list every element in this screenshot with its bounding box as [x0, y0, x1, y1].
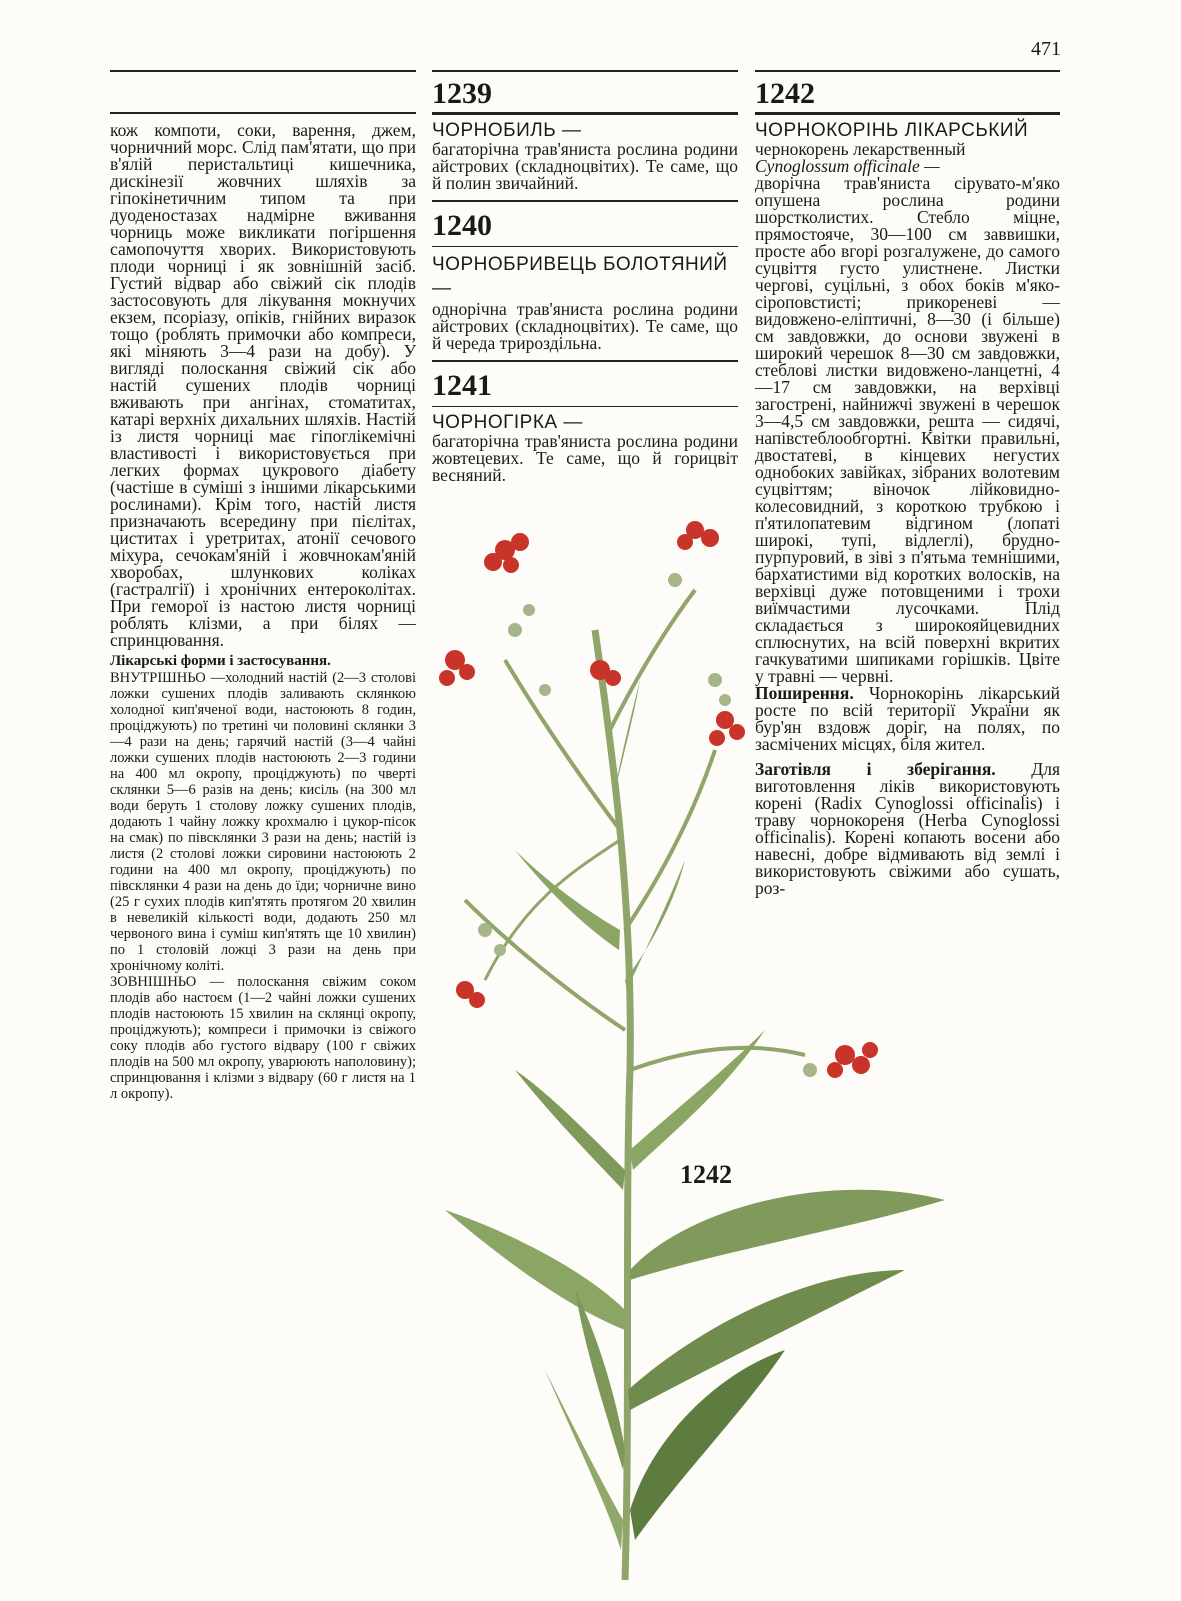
- left-column: [110, 122, 416, 1102]
- internal-use-text: ВНУТРІШНЬО —холодний настій (2—3 столові ложки сушених плодів заливають склянкою холодної кип'яченої води, настоюють 8 годин, проціджують) по третині чи половині склянки 3—4 рази на день; гарячий настій (3—4 чайні ложки сушених плодів настоюють 2—3 години на 400 мл окропу, проціджують) по чверті склянки 5—6 разів на день; кисіль (на 300 мл води беруть 1 столову ложку сушених плодів, додають 1 чайну ложку крохмалю і цукор-пісок на смак) по півсклянки 3 рази на день; настій із листя (2 столові ложки сировини настоюють 2 години на 400 мл окропу, проціджують) по півсклянки 4 рази на день до їди; чорничне вино (25 г сухих плодів кип'ятять протягом 20 хвилин в невеликій кількості води, додають 250 мл червоного вина і суміш кип'ятять ще 10 хвилин) по 1 столовій ложці 3 рази на день при хронічному коліті.: [110, 670, 416, 974]
- page-number: 471: [1031, 38, 1061, 60]
- leaf: [628, 1270, 905, 1410]
- flower-clusters: [439, 521, 878, 1078]
- latin-name: Cynoglossum officinale —: [755, 156, 940, 176]
- entry-number-1239: 1239: [432, 77, 492, 110]
- forms-heading: Лікарські форми і застосування.: [110, 653, 331, 669]
- entry-number-1240: 1240: [432, 209, 492, 242]
- leaf: [630, 1190, 945, 1280]
- headword-1242: ЧОРНОКОРІНЬ ЛІКАРСЬКИЙ: [755, 120, 1029, 141]
- entry-text-1239: багаторічна трав'яниста рослина родини айстрових (складноцвітих). Те саме, що й полин звичайний.: [432, 139, 738, 193]
- headword-1240: ЧОРНОБРИВЕЦЬ БОЛОТЯНИЙ —: [432, 254, 728, 299]
- header-rule-right: [755, 70, 1060, 72]
- entry-number-1241: 1241: [432, 369, 492, 402]
- plant-branch: [610, 590, 695, 730]
- headword-1241: ЧОРНОГІРКА —: [432, 412, 583, 433]
- plant-branch: [630, 1048, 805, 1070]
- flower-buds: [478, 573, 817, 1077]
- header-rule-mid: [432, 70, 738, 72]
- leaf: [515, 850, 620, 950]
- distribution-text: Чорнокорінь лікарський росте по всій території України як бур'ян вздовж доріг, на полях, по засмічених місцях, біля жител.: [755, 683, 1060, 754]
- entry-text-1240: однорічна трав'яниста рослина родини айстрових (складноцвітих). Те саме, що й череда трироздільна.: [432, 299, 738, 353]
- header-rule-left-2: [110, 112, 416, 114]
- continuation-text: кож компоти, соки, варення, джем, чорничний морс. Слід пам'ятати, що при в'ялій перистальтиці кишечника, дискінезії жовчних шляхів за гіпокінетичним типом та при дуоденостазах надмірне вживання чорниць може викликати погіршення самопочуття хворих. Використовують плоди чорниці і як зовнішній засіб. Густий відвар або свіжий сік плодів застосовують для лікування мокнучих екзем, псоріазу, опіків, гнійних виразок тощо (роблять примочки або компреси, які міняють 3—4 рази на добу). У вигляді полоскання свіжий сік або настій сушених плодів чорниці вживають при ангінах, стоматитах, катарі верхніх дихальних шляхів. Настій із листя чорниці має гіпоглікемічні властивості і використовується при легких формах цукрового діабету (частіше в суміші з іншими лікарськими рослинами). Крім того, настій листя призначають всередину при пієлітах, циститах і уретритах, атонії сечового міхура, сечокам'яній і жовчнокам'яній хворобах, шлункових коліках (гастралгії) і хронічних ентероколітах. При геморої із настою листя чорниці роблять клізми, а при білях — спринцювання.: [110, 120, 416, 650]
- russian-name: чернокорень лекарственный: [755, 139, 966, 159]
- entry-text-1241: багаторічна трав'яниста рослина родини жовтецевих. Те саме, що й горицвіт весняний.: [432, 431, 738, 485]
- harvest-text: Для виготовлення ліків використовують корені (Radix Cynoglossi officinalis) і траву чорнокореня (Herba Cynoglossi officinalis). Корені копають восени або навесні, добре відмивають від землі і використовують свіжими або сушать, роз-: [755, 759, 1061, 898]
- header-rule-left: [110, 70, 416, 72]
- leaf: [515, 1070, 625, 1190]
- middle-column: [432, 78, 738, 484]
- description-text: дворічна трав'яниста сірувато-м'яко опушена рослина родини шорстколистих. Стебло міцне, прямостояче, 30—100 см заввишки, просте або вгорі розгалужене, до самого суцвіття густо улистнене. Листки чергові, суцільні, з обох боків м'яко-сіроповстисті; прикореневі — видовжено-еліптичні, 8—30 (і більше) см завдовжки, до основи звужені в широкий черешок 8—30 см завдовжки, стеблові листки видовжено-ланцетні, 4—17 см завдовжки, на верхівці загострені, найнижчі звужені в черешок 3—4,5 см завдовжки, решта — сидячі, напівстеблообгортні. Квітки правильні, двостатеві, в кінцевих негустих однобоких завійках, зібраних волотевим суцвіттям; віночок лійковидно-колесовидний, з короткою трубкою і п'ятилопатевим відгином (лопаті широкі, тупі, відлеглі), брудно-пурпуровий, в зіві з п'ятьма темнішими, бархатистими від коротких волосків, на верхівці дуже потовщеними і трохи виїмчастими лусочками. Плід складається з широкояйцевидних сплюснутих, на всій поверхні вкритих гачкуватими шипиками горішків. Цвіте у травні — червні.: [755, 173, 1060, 686]
- plant-illustration: [425, 510, 965, 1590]
- distribution-heading: Поширення.: [755, 683, 854, 703]
- plant-branch: [485, 840, 620, 980]
- illustration-label: 1242: [680, 1160, 732, 1189]
- harvest-heading: Заготівля і зберігання.: [755, 759, 996, 779]
- plant-stem: [595, 630, 630, 1580]
- headword-1239: ЧОРНОБИЛЬ —: [432, 120, 582, 141]
- leaf: [445, 1210, 625, 1330]
- entry-number-1242: 1242: [755, 77, 815, 110]
- external-use-text: ЗОВНІШНЬО — полоскання свіжим соком плодів або настоєм (1—2 чайні ложки сушених плодів настоюють 15 хвилин на склянці окропу, проціджують); компреси і примочки із свіжого соку плодів або густого відвару (100 г свіжих плодів на 500 мл окропу, уварюють наполовину); спринцювання і клізми з відвару (60 г листя на 1 л окропу).: [110, 974, 416, 1102]
